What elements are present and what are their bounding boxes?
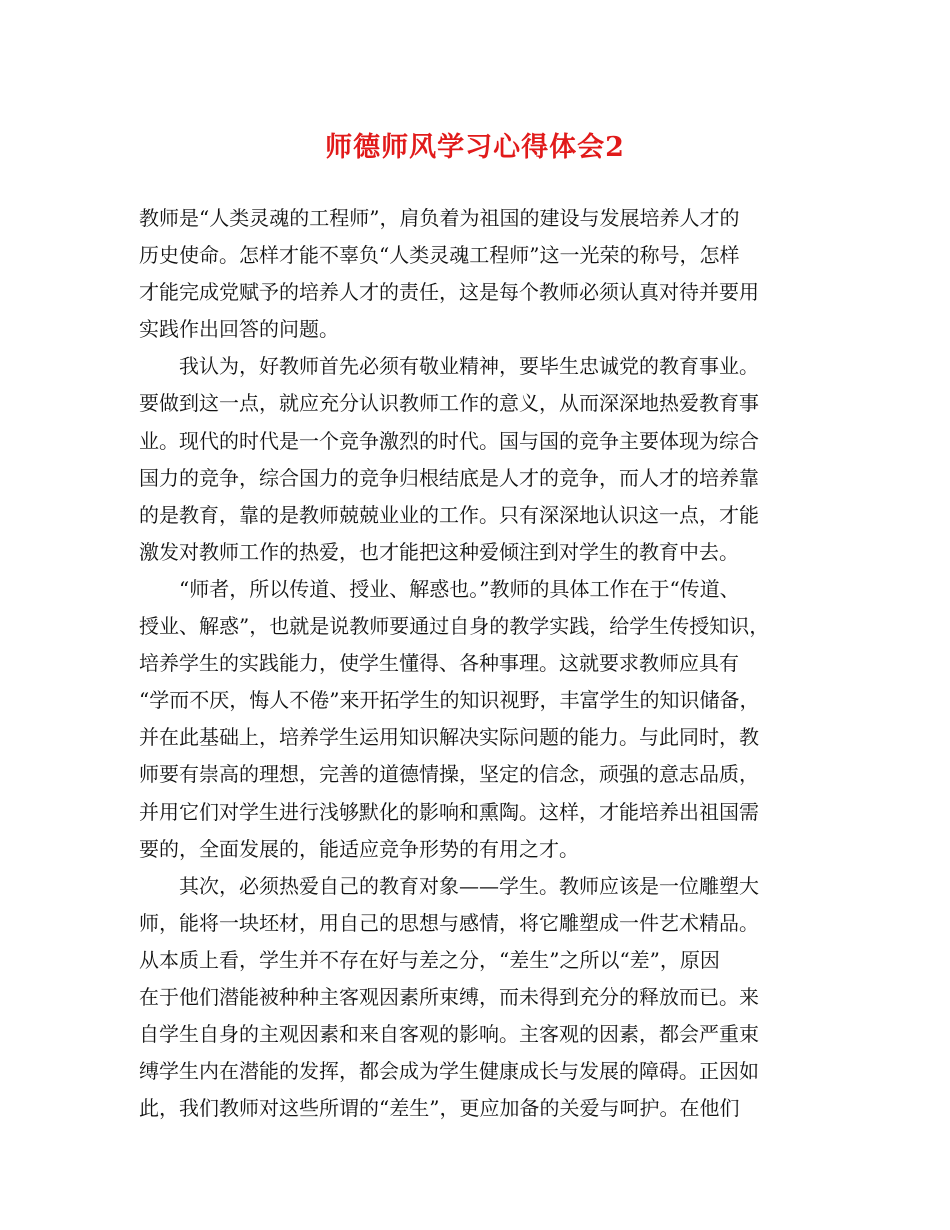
text-line: 实践作出回答的问题。 bbox=[139, 317, 339, 342]
text-line: 师要有崇高的理想，完善的道德情操，坚定的信念，顽强的意志品质， bbox=[139, 762, 759, 787]
text-line: 激发对教师工作的热爱，也才能把这种爱倾注到对学生的教育中去。 bbox=[139, 539, 739, 564]
text-line: 自学生自身的主观因素和来自客观的影响。主客观的因素，都会严重束 bbox=[139, 1022, 759, 1047]
text-line: 缚学生内在潜能的发挥，都会成为学生健康成长与发展的障碍。正因如 bbox=[139, 1059, 759, 1084]
text-line: 在于他们潜能被种种主客观因素所束缚，而未得到充分的释放而已。来 bbox=[139, 984, 759, 1009]
text-line: 并用它们对学生进行浅够默化的影响和熏陶。这样，才能培养出祖国需 bbox=[139, 799, 759, 824]
text-line: 业。现代的时代是一个竞争激烈的时代。国与国的竞争主要体现为综合 bbox=[139, 428, 759, 453]
text-line: 要的，全面发展的，能适应竞争形势的有用之才。 bbox=[139, 836, 579, 861]
text-line: 的是教育，靠的是教师兢兢业业的工作。只有深深地认识这一点，才能 bbox=[139, 502, 759, 527]
text-line: 我认为，好教师首先必须有敬业精神，要毕生忠诚党的教育事业。 bbox=[139, 354, 759, 379]
text-line: 此，我们教师对这些所谓的“差生”，更应加备的关爱与呵护。在他们 bbox=[139, 1096, 740, 1121]
text-line: 国力的竞争，综合国力的竞争归根结底是人才的竞争，而人才的培养靠 bbox=[139, 465, 759, 490]
text-line: 才能完成党赋予的培养人才的责任，这是每个教师必须认真对待并要用 bbox=[139, 280, 759, 305]
text-line: 历史使命。怎样才能不辜负“人类灵魂工程师”这一光荣的称号，怎样 bbox=[139, 243, 740, 268]
text-line: “学而不厌，悔人不倦”来开拓学生的知识视野，丰富学生的知识储备， bbox=[139, 688, 760, 713]
text-line: 从本质上看，学生并不存在好与差之分，“差生”之所以“差”，原因 bbox=[139, 947, 720, 972]
document-title: 师德师风学习心得体会2 bbox=[325, 132, 625, 163]
text-line: 师，能将一块坯材，用自己的思想与感情，将它雕塑成一件艺术精品。 bbox=[139, 910, 759, 935]
text-line: 教师是“人类灵魂的工程师”，肩负着为祖国的建设与发展培养人才的 bbox=[139, 206, 740, 230]
document-body bbox=[139, 200, 819, 1127]
text-line: 并在此基础上，培养学生运用知识解决实际问题的能力。与此同时，教 bbox=[139, 725, 759, 750]
text-line: “师者，所以传道、授业、解惑也。”教师的具体工作在于“传道、 bbox=[139, 576, 740, 601]
text-line: 培养学生的实践能力，使学生懂得、各种事理。这就要求教师应具有 bbox=[139, 651, 739, 676]
text-line: 授业、解惑”，也就是说教师要通过自身的教学实践，给学生传授知识， bbox=[139, 614, 770, 639]
text-line: 其次，必须热爱自己的教育对象——学生。教师应该是一位雕塑大 bbox=[139, 873, 759, 898]
text-line: 要做到这一点，就应充分认识教师工作的意义，从而深深地热爱教育事 bbox=[139, 391, 759, 416]
